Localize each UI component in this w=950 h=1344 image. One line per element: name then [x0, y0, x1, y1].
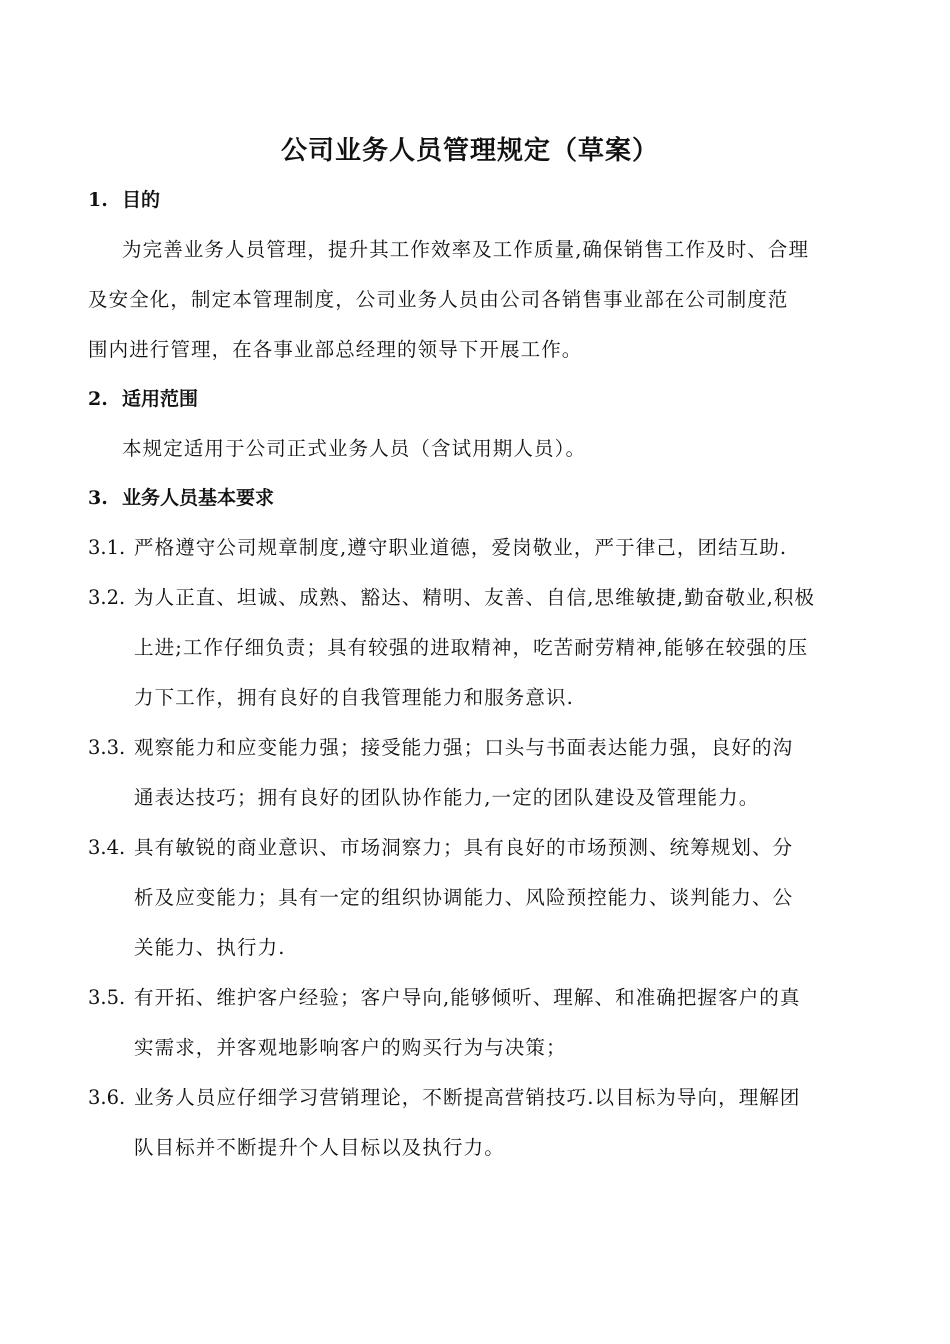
- list-item-3-1: [88, 523, 860, 573]
- item-number: 3.3.: [88, 736, 126, 759]
- list-item-3-5: [88, 973, 860, 1073]
- item-line: 观察能力和应变能力强；接受能力强；口头与书面表达能力强，良好的沟: [134, 736, 794, 759]
- section-heading-purpose: [88, 185, 160, 215]
- paragraph-line: 为完善业务人员管理，提升其工作效率及工作质量,确保销售工作及时、合理: [122, 238, 810, 261]
- section-title: 适用范围: [122, 388, 199, 410]
- section-number: 3.: [88, 487, 108, 509]
- section-paragraph-purpose: [88, 225, 860, 375]
- paragraph-line: 本规定适用于公司正式业务人员（含试用期人员）。: [122, 437, 587, 460]
- item-number: 3.2.: [88, 586, 126, 609]
- item-number: 3.6.: [88, 1086, 126, 1109]
- item-line: 为人正直、坦诚、成熟、豁达、精明、友善、自信,思维敏捷,勤奋敬业,积极: [134, 586, 816, 609]
- item-number: 3.5.: [88, 986, 126, 1009]
- section-title: 业务人员基本要求: [122, 487, 275, 509]
- section-title: 目的: [122, 189, 161, 211]
- item-line: 实需求，并客观地影响客户的购买行为与决策；: [134, 1036, 567, 1059]
- item-line: 业务人员应仔细学习营销理论，不断提高营销技巧.以目标为导向，理解团: [134, 1086, 801, 1109]
- item-line: 队目标并不断提升个人目标以及执行力。: [134, 1136, 505, 1159]
- paragraph-line: 及安全化，制定本管理制度，公司业务人员由公司各销售事业部在公司制度范: [88, 288, 789, 311]
- list-item-3-2: [88, 573, 860, 723]
- paragraph-line: 围内进行管理，在各事业部总经理的领导下开展工作。: [88, 338, 583, 361]
- item-line: 具有敏锐的商业意识、市场洞察力；具有良好的市场预测、统筹规划、分: [134, 836, 794, 859]
- section-number: 2.: [88, 388, 108, 410]
- list-item-3-6: [88, 1073, 860, 1173]
- item-number: 3.4.: [88, 836, 126, 859]
- item-line: 有开拓、维护客户经验；客户导向,能够倾听、理解、和准确把握客户的真: [134, 986, 801, 1009]
- item-line: 析及应变能力；具有一定的组织协调能力、风险预控能力、谈判能力、公: [134, 886, 794, 909]
- item-line: 上进;工作仔细负责；具有较强的进取精神，吃苦耐劳精神,能够在较强的压: [134, 636, 809, 659]
- item-number: 3.1.: [88, 536, 126, 559]
- item-line: 力下工作，拥有良好的自我管理能力和服务意识.: [134, 686, 574, 709]
- item-line: 通表达技巧；拥有良好的团队协作能力,一定的团队建设及管理能力。: [134, 786, 760, 809]
- item-line: 关能力、执行力.: [134, 936, 286, 959]
- section-number: 1.: [88, 189, 108, 211]
- list-item-3-4: [88, 823, 860, 973]
- list-item-3-3: [88, 723, 860, 823]
- section-heading-requirements: [88, 483, 274, 513]
- section-paragraph-scope: [88, 424, 860, 474]
- document-title: 公司业务人员管理规定（草案）: [280, 136, 659, 166]
- section-heading-scope: [88, 384, 198, 414]
- item-line: 严格遵守公司规章制度,遵守职业道德，爱岗敬业，严于律己，团结互助.: [134, 536, 788, 559]
